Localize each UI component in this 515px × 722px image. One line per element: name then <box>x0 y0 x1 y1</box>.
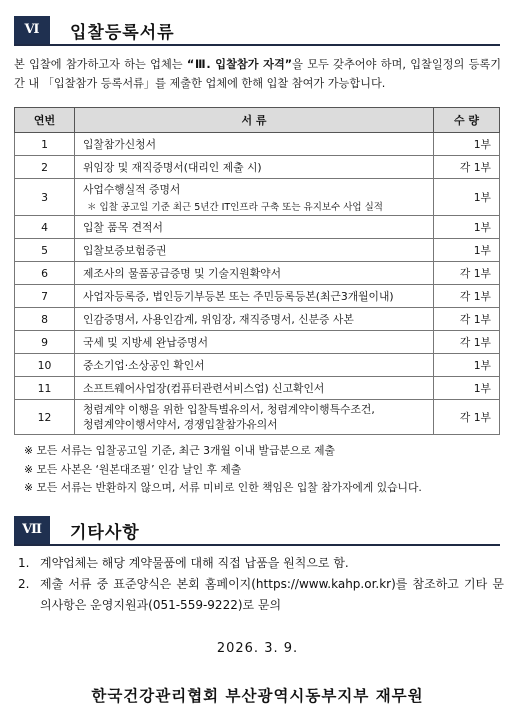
table-row <box>15 308 500 331</box>
misc-item <box>18 553 504 574</box>
table-row <box>15 331 500 354</box>
row-document: 중소기업·소상공인 확인서 <box>75 354 434 377</box>
note-item: ※ 모든 서류는 반환하지 않으며, 서류 미비로 인한 책임은 입찰 참가자에게 있습니다. <box>24 481 422 494</box>
table-row <box>15 400 500 435</box>
row-quantity: 각 1부 <box>434 331 500 354</box>
row-quantity: 각 1부 <box>434 400 500 435</box>
misc-item <box>18 574 504 616</box>
misc-item-number: 1. <box>18 556 30 570</box>
section-7-number: Ⅶ <box>14 516 50 544</box>
row-document: 제조사의 물품공급증명 및 기술지원확약서 <box>75 262 434 285</box>
intro-quote: “Ⅲ. 입찰참가 자격” <box>186 58 293 71</box>
table-header-row <box>15 108 500 133</box>
row-no: 3 <box>15 179 75 216</box>
row-no: 5 <box>15 239 75 262</box>
row-document-line2: 청렴계약이행서약서, 경쟁입찰참가유의서 <box>83 418 278 431</box>
row-quantity: 1부 <box>434 133 500 156</box>
row-quantity: 각 1부 <box>434 308 500 331</box>
table-row <box>15 377 500 400</box>
misc-item-text: 제출 서류 중 표준양식은 본회 홈페이지(https://www.kahp.or.kr)를 참조하고 기타 문의사항은 운영지원과(051-559-9222)로 문의 <box>40 577 504 612</box>
section-6-number: Ⅵ <box>14 16 50 44</box>
row-document: 사업자등록증, 법인등기부등본 또는 주민등록등본(최근3개월이내) <box>75 285 434 308</box>
row-no: 9 <box>15 331 75 354</box>
row-document: 사업수행실적 증명서 <box>83 182 181 196</box>
table-row <box>15 156 500 179</box>
header-documents: 서 류 <box>75 108 434 133</box>
organization-name: 한국건강관리협회 부산광역시동부지부 재무원 <box>91 687 424 705</box>
section-6-header <box>14 16 500 46</box>
row-quantity: 1부 <box>434 216 500 239</box>
row-document-note: ＊ 입찰 공고일 기준 최근 5년간 IT인프라 구축 또는 유지보수 사업 실적 <box>87 201 383 213</box>
required-documents-table <box>14 107 500 435</box>
misc-item-text: 계약업체는 해당 계약물품에 대해 직접 납품을 원칙으로 함. <box>40 556 349 570</box>
section-6-title: 입찰등록서류 <box>70 23 175 43</box>
row-document: 인감증명서, 사용인감계, 위임장, 재직증명서, 신분증 사본 <box>75 308 434 331</box>
row-document: 국세 및 지방세 완납증명서 <box>75 331 434 354</box>
row-document: 입찰참가신청서 <box>75 133 434 156</box>
row-quantity: 각 1부 <box>434 156 500 179</box>
row-quantity: 1부 <box>434 239 500 262</box>
table-row <box>15 354 500 377</box>
row-quantity: 각 1부 <box>434 262 500 285</box>
row-document: 입찰보증보험증권 <box>75 239 434 262</box>
row-document: 청렴계약 이행을 위한 입찰특별유의서, 청렴계약이행특수조건, <box>83 403 375 416</box>
row-no: 11 <box>15 377 75 400</box>
header-no: 연번 <box>15 108 75 133</box>
section-6-intro <box>14 55 501 93</box>
row-no: 4 <box>15 216 75 239</box>
row-document-cell <box>75 400 434 435</box>
intro-text-before: 본 입찰에 참가하고자 하는 업체는 <box>14 58 187 71</box>
section-7-title: 기타사항 <box>70 523 140 543</box>
notes-list <box>24 442 422 498</box>
misc-items <box>18 553 504 616</box>
table-row <box>15 133 500 156</box>
row-document-cell <box>75 179 434 216</box>
table-row <box>15 216 500 239</box>
row-quantity: 1부 <box>434 179 500 216</box>
row-no: 6 <box>15 262 75 285</box>
document-date: 2026. 3. 9. <box>216 641 299 656</box>
section-7-header <box>14 516 500 546</box>
row-document: 입찰 품목 견적서 <box>75 216 434 239</box>
row-no: 1 <box>15 133 75 156</box>
row-no: 8 <box>15 308 75 331</box>
row-quantity: 각 1부 <box>434 285 500 308</box>
header-quantity: 수 량 <box>434 108 500 133</box>
row-document: 소프트웨어사업장(컴퓨터관련서비스업) 신고확인서 <box>75 377 434 400</box>
table-row <box>15 262 500 285</box>
row-no: 7 <box>15 285 75 308</box>
misc-item-number: 2. <box>18 577 30 591</box>
table-row <box>15 239 500 262</box>
row-quantity: 1부 <box>434 354 500 377</box>
table-row <box>15 285 500 308</box>
row-document: 위임장 및 재직증명서(대리인 제출 시) <box>75 156 434 179</box>
table-row <box>15 179 500 216</box>
row-no: 12 <box>15 400 75 435</box>
row-no: 2 <box>15 156 75 179</box>
intro-text-after: 을 모두 갖추어야 하며, 입찰일정의 등록기간 내 「입찰참가 등록서류」를 제출한 업체에 한해 입찰 참여가 가능합니다. <box>14 58 501 90</box>
row-no: 10 <box>15 354 75 377</box>
note-item: ※ 모든 사본은 ‘원본대조필’ 인감 날인 후 제출 <box>24 462 242 476</box>
row-quantity: 1부 <box>434 377 500 400</box>
note-item: ※ 모든 서류는 입찰공고일 기준, 최근 3개월 이내 발급분으로 제출 <box>24 444 335 457</box>
